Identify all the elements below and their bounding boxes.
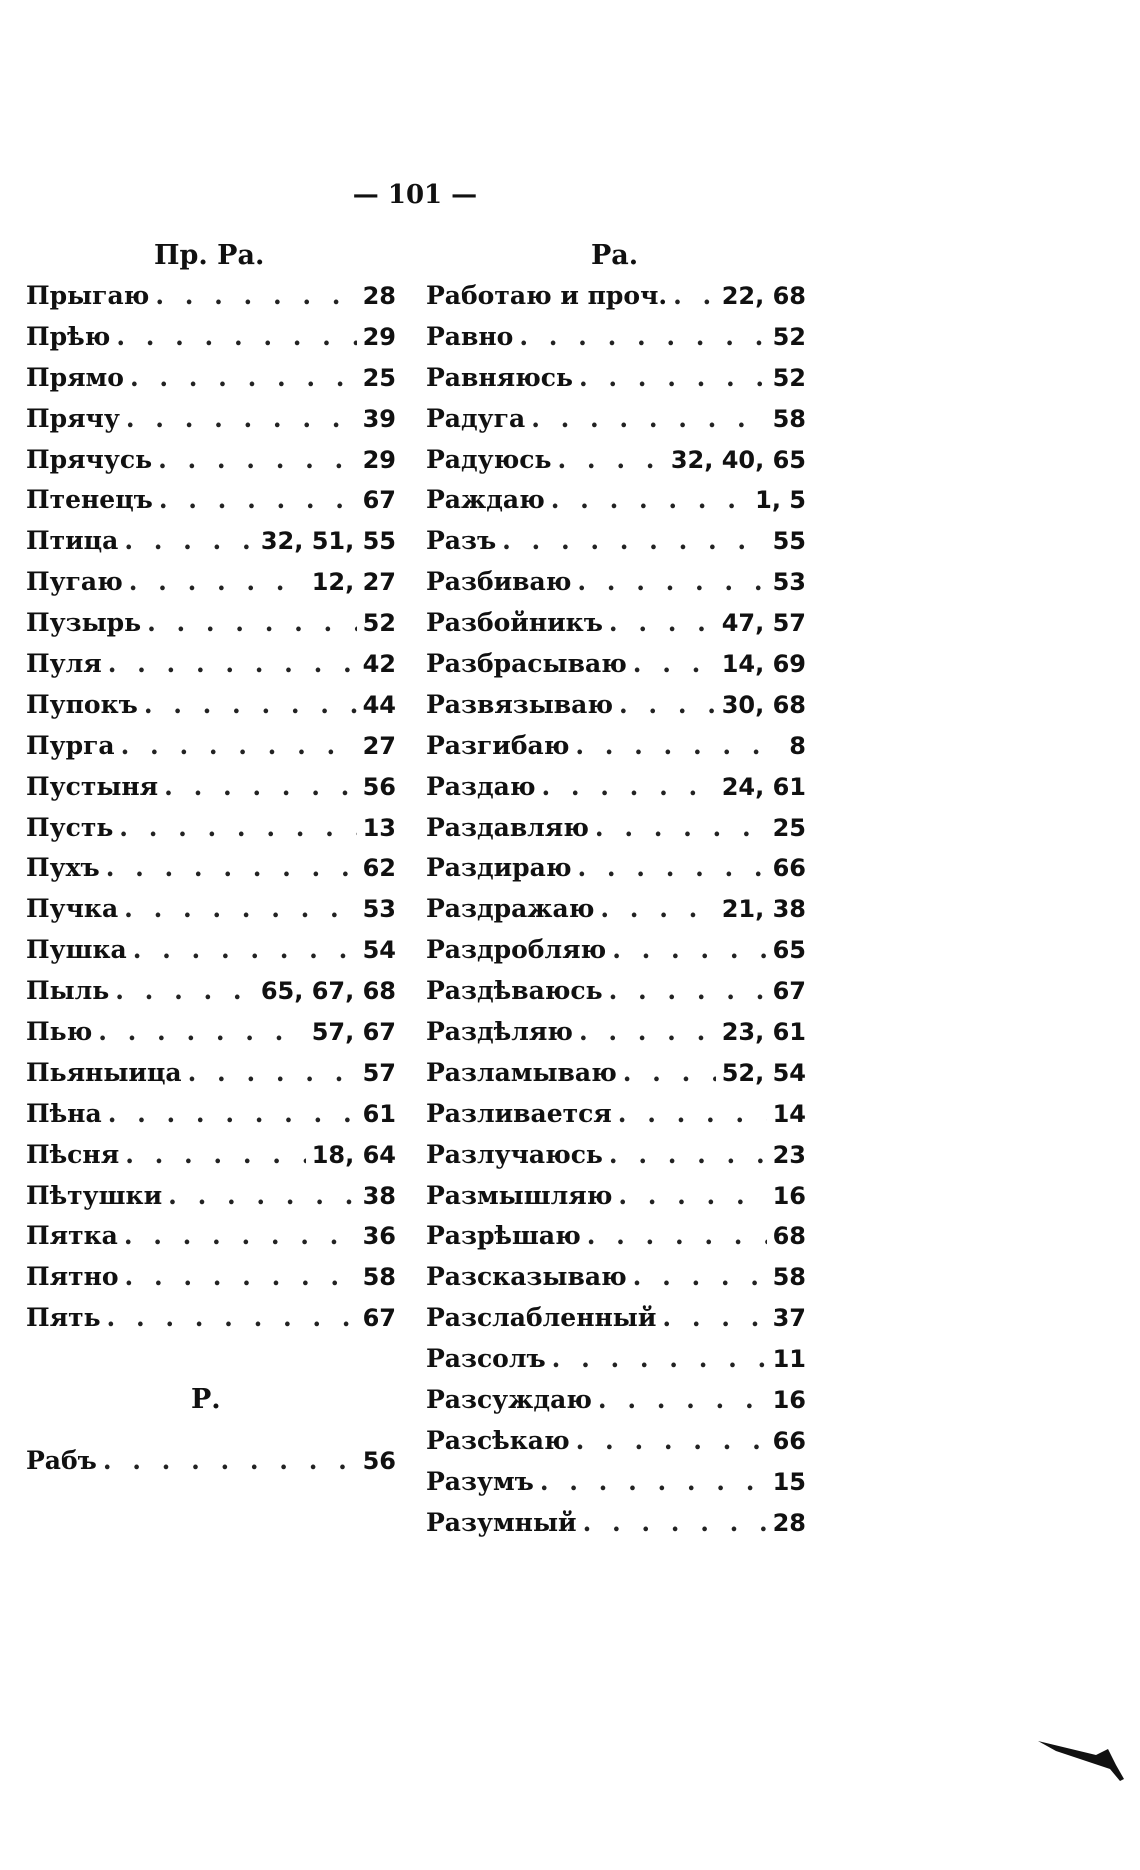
index-entry [26, 276, 396, 317]
entry-page-numbers: 23 [772, 1140, 806, 1169]
dot-leader [579, 358, 767, 399]
dot-leader [531, 399, 766, 440]
dot-leader [106, 848, 357, 889]
entry-word: Разслабленный [426, 1303, 657, 1333]
entry-page-numbers: 57, 67 [311, 1018, 396, 1047]
page-number-header: — 101 — [352, 180, 478, 210]
entry-word: Пусть [26, 812, 114, 842]
entry-page-numbers: 39 [362, 404, 396, 433]
index-entry [26, 1176, 396, 1217]
entry-page-numbers: 28 [362, 282, 396, 310]
dot-leader [575, 726, 783, 767]
entry-word: Пурга [26, 730, 115, 760]
entry-page-numbers: 37 [772, 1304, 806, 1333]
dot-leader [502, 521, 766, 562]
entry-page-numbers: 25 [362, 363, 396, 392]
dot-leader [609, 1135, 767, 1176]
index-entry [426, 1216, 806, 1257]
index-entry [26, 1441, 396, 1482]
index-entry [426, 767, 806, 808]
entry-page-numbers: 58 [772, 1263, 806, 1292]
entry-page-numbers: 1, 5 [755, 486, 806, 515]
entry-page-numbers: 67 [772, 977, 806, 1006]
entry-page-numbers: 66 [772, 1426, 806, 1455]
entry-word: Прямо [26, 362, 124, 392]
index-entry [426, 1012, 806, 1053]
entry-word: Пѣна [26, 1098, 102, 1128]
index-entry [426, 644, 806, 685]
index-entry [26, 808, 396, 849]
dot-leader [124, 889, 356, 930]
entry-page-numbers: 52, 54 [721, 1058, 806, 1087]
entry-word: Прѣю [26, 321, 111, 351]
entry-page-numbers: 24, 61 [721, 772, 806, 801]
dot-leader [609, 971, 767, 1012]
index-entry [26, 971, 396, 1012]
entry-page-numbers: 8 [789, 731, 806, 760]
entry-word: Пупокъ [26, 689, 138, 719]
index-entry [426, 399, 806, 440]
entry-word: Птенецъ [26, 485, 153, 515]
dot-leader [519, 317, 766, 358]
dot-leader [115, 971, 255, 1012]
ink-speck-decoration [1036, 1735, 1126, 1781]
dot-leader [159, 480, 357, 521]
entry-page-numbers: 29 [362, 445, 396, 474]
right-column [426, 236, 806, 1544]
index-entry [26, 726, 396, 767]
entry-page-numbers: 44 [362, 690, 396, 719]
entry-page-numbers: 14 [772, 1099, 806, 1128]
entry-word: Разъ [426, 526, 497, 556]
entry-page-numbers: 13 [362, 813, 396, 842]
dot-leader [609, 603, 716, 644]
index-entry [426, 726, 806, 767]
entry-page-numbers: 66 [772, 854, 806, 883]
dot-leader [125, 1135, 306, 1176]
index-entry [426, 317, 806, 358]
entry-page-numbers: 15 [772, 1467, 806, 1496]
entry-word: Раздираю [426, 853, 572, 883]
index-entry [26, 685, 396, 726]
entry-word: Пыль [26, 976, 110, 1006]
entry-word: Прыгаю [26, 281, 150, 310]
entry-word: Раздѣваюсь [426, 976, 603, 1006]
entry-word: Разлучаюсь [426, 1139, 603, 1169]
entry-page-numbers: 32, 40, 65 [670, 445, 806, 474]
index-entry [426, 1380, 806, 1421]
entry-word: Пьяныица [26, 1057, 182, 1087]
dot-leader [121, 726, 357, 767]
entry-word: Раздѣляю [426, 1017, 573, 1047]
entry-word: Пять [26, 1303, 101, 1333]
index-entry [426, 1257, 806, 1298]
entry-word: Пушка [26, 935, 127, 965]
dot-leader [158, 440, 357, 481]
right-entry-list [426, 276, 806, 1544]
entry-word: Раждаю [426, 485, 545, 515]
index-entry [426, 521, 806, 562]
entry-page-numbers: 28 [772, 1508, 806, 1537]
index-entry [26, 1257, 396, 1298]
entry-page-numbers: 23, 61 [721, 1018, 806, 1047]
dot-leader [618, 1176, 766, 1217]
entry-page-numbers: 12, 27 [311, 568, 396, 597]
index-entry [426, 358, 806, 399]
entry-page-numbers: 21, 38 [721, 895, 806, 924]
index-entry [26, 1053, 396, 1094]
dot-leader [540, 1462, 767, 1503]
dot-leader [188, 1053, 357, 1094]
index-entry [26, 644, 396, 685]
index-entry [426, 1503, 806, 1544]
dot-leader [129, 562, 306, 603]
entry-page-numbers: 67 [362, 1304, 396, 1333]
entry-page-numbers: 61 [362, 1099, 396, 1128]
entry-page-numbers: 55 [772, 527, 806, 556]
entry-word: Разсѣкаю [426, 1425, 570, 1455]
entry-word: Радуга [426, 403, 526, 433]
entry-word: Разсуждаю [426, 1385, 592, 1415]
dot-leader [587, 1216, 767, 1257]
entry-word: Равняюсь [426, 362, 573, 392]
entry-page-numbers: 54 [362, 936, 396, 965]
dot-leader [600, 889, 715, 930]
index-entry [26, 848, 396, 889]
entry-word: Пугаю [26, 567, 123, 597]
entry-word: Разгибаю [426, 730, 570, 760]
entry-word: Разумъ [426, 1466, 534, 1496]
dot-leader [662, 1298, 766, 1339]
dot-leader [124, 521, 255, 562]
entry-word: Пучка [26, 894, 119, 924]
entry-page-numbers: 30, 68 [721, 690, 806, 719]
index-entry [426, 1053, 806, 1094]
entry-page-numbers: 65 [772, 936, 806, 965]
entry-page-numbers: 16 [772, 1181, 806, 1210]
dot-leader [103, 1441, 357, 1482]
dot-leader [98, 1012, 306, 1053]
index-entry [426, 685, 806, 726]
entry-page-numbers: 38 [362, 1181, 396, 1210]
left-after-section-list [26, 1441, 396, 1482]
left-column [26, 236, 396, 1482]
entry-word: Пуля [26, 649, 102, 679]
dot-leader [155, 276, 356, 317]
entry-word: Пятка [26, 1221, 118, 1251]
dot-leader [619, 685, 716, 726]
entry-word: Пью [26, 1017, 93, 1047]
entry-word: Прячусь [26, 444, 153, 474]
entry-word: Равно [426, 321, 514, 351]
entry-word: Пѣтушки [26, 1180, 163, 1210]
entry-word: Пустыня [26, 771, 159, 801]
dot-leader [618, 1094, 767, 1135]
dot-leader [576, 1421, 767, 1462]
entry-word: Разливается [426, 1098, 612, 1128]
entry-word: Разламываю [426, 1057, 617, 1087]
index-entry [426, 480, 806, 521]
dot-leader [107, 1298, 357, 1339]
entry-word: Раздробляю [426, 935, 607, 965]
entry-word: Работаю и проч. [426, 281, 668, 310]
dot-leader [108, 644, 357, 685]
dot-leader [108, 1094, 357, 1135]
dot-leader [541, 767, 715, 808]
dot-leader [598, 1380, 767, 1421]
dot-leader [612, 930, 766, 971]
index-entry [26, 358, 396, 399]
entry-word: Пухъ [26, 853, 100, 883]
entry-page-numbers: 14, 69 [721, 650, 806, 679]
index-entry [26, 1135, 396, 1176]
entry-page-numbers: 58 [772, 404, 806, 433]
entry-page-numbers: 52 [772, 322, 806, 351]
entry-word: Разсолъ [426, 1344, 546, 1374]
entry-word: Радуюсь [426, 444, 552, 474]
entry-page-numbers: 25 [772, 813, 806, 842]
entry-page-numbers: 36 [362, 1222, 396, 1251]
dot-leader [126, 399, 357, 440]
index-entry [26, 562, 396, 603]
entry-page-numbers: 22, 68 [721, 282, 806, 310]
index-entry [426, 889, 806, 930]
entry-word: Птица [26, 526, 119, 556]
entry-page-numbers: 56 [362, 1446, 396, 1475]
entry-word: Разрѣшаю [426, 1221, 581, 1251]
entry-page-numbers: 29 [362, 322, 396, 351]
entry-word: Раздражаю [426, 894, 595, 924]
dot-leader [623, 1053, 716, 1094]
right-column-title: Ра. [591, 240, 639, 271]
entry-page-numbers: 11 [772, 1345, 806, 1374]
index-entry [26, 399, 396, 440]
index-entry [26, 1012, 396, 1053]
index-entry [426, 848, 806, 889]
dot-leader [124, 1216, 357, 1257]
entry-word: Прячу [26, 403, 120, 433]
entry-page-numbers: 68 [772, 1222, 806, 1251]
entry-word: Разумный [426, 1507, 577, 1537]
dot-leader [144, 685, 357, 726]
entry-page-numbers: 52 [362, 609, 396, 638]
index-entry [26, 1298, 396, 1339]
entry-word: Разбойникъ [426, 608, 603, 638]
index-entry [26, 767, 396, 808]
entry-word: Раздаю [426, 771, 536, 801]
entry-word: Рабъ [26, 1445, 97, 1475]
entry-page-numbers: 47, 57 [721, 609, 806, 638]
section-letter: Р. [191, 1384, 221, 1416]
dot-leader [116, 317, 356, 358]
dot-leader [552, 1339, 767, 1380]
index-entry [26, 521, 396, 562]
dot-leader [633, 1257, 767, 1298]
entry-page-numbers: 57 [362, 1058, 396, 1087]
index-entry [426, 603, 806, 644]
left-column-title: Пр. Ра. [154, 240, 265, 271]
index-entry [426, 1421, 806, 1462]
dot-leader [595, 808, 767, 849]
dot-leader [164, 767, 356, 808]
entry-word: Раздавляю [426, 812, 589, 842]
dot-leader [558, 440, 665, 481]
entry-page-numbers: 27 [362, 731, 396, 760]
entry-page-numbers: 52 [772, 363, 806, 392]
entry-page-numbers: 32, 51, 55 [260, 527, 396, 556]
entry-page-numbers: 65, 67, 68 [260, 977, 396, 1006]
dot-leader [577, 848, 766, 889]
dot-leader [133, 930, 357, 971]
entry-page-numbers: 53 [772, 568, 806, 597]
entry-page-numbers: 67 [362, 486, 396, 515]
dot-leader [551, 480, 749, 521]
dot-leader [125, 1257, 357, 1298]
entry-word: Разбиваю [426, 567, 572, 597]
index-entry [426, 1462, 806, 1503]
index-entry [426, 1298, 806, 1339]
entry-page-numbers: 18, 64 [311, 1140, 396, 1169]
index-entry [26, 603, 396, 644]
index-entry [26, 317, 396, 358]
index-entry [426, 971, 806, 1012]
index-entry [26, 889, 396, 930]
entry-page-numbers: 58 [362, 1263, 396, 1292]
index-entry [426, 440, 806, 481]
entry-word: Размышляю [426, 1180, 613, 1210]
index-entry [426, 808, 806, 849]
dot-leader [583, 1503, 767, 1544]
dot-leader [579, 1012, 716, 1053]
index-entry [426, 1176, 806, 1217]
entry-page-numbers: 56 [362, 772, 396, 801]
entry-word: Развязываю [426, 689, 614, 719]
entry-page-numbers: 16 [772, 1386, 806, 1415]
entry-word: Пѣсня [26, 1139, 120, 1169]
index-entry [26, 930, 396, 971]
entry-page-numbers: 42 [362, 650, 396, 679]
dot-leader [147, 603, 357, 644]
entry-page-numbers: 53 [362, 895, 396, 924]
index-entry [26, 480, 396, 521]
entry-word: Пузырь [26, 608, 142, 638]
index-entry [426, 1339, 806, 1380]
left-entry-list [26, 276, 396, 1339]
entry-word: Разсказываю [426, 1262, 627, 1292]
dot-leader [119, 808, 356, 849]
index-entry [426, 1135, 806, 1176]
dot-leader [168, 1176, 356, 1217]
entry-word: Пятно [26, 1262, 119, 1292]
dot-leader [130, 358, 357, 399]
dot-leader [673, 276, 716, 317]
dot-leader [577, 562, 766, 603]
index-entry [26, 1216, 396, 1257]
index-entry [426, 1094, 806, 1135]
entry-page-numbers: 62 [362, 854, 396, 883]
index-entry [26, 440, 396, 481]
index-entry [426, 930, 806, 971]
index-entry [26, 1094, 396, 1135]
index-entry [426, 562, 806, 603]
index-entry [426, 276, 806, 317]
dot-leader [633, 644, 716, 685]
entry-word: Разбрасываю [426, 649, 627, 679]
